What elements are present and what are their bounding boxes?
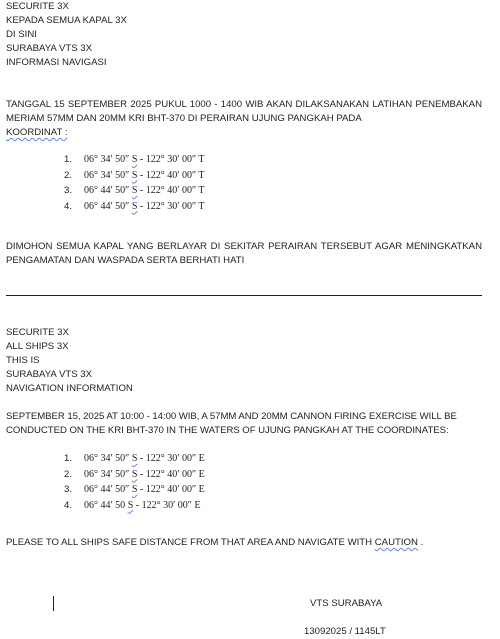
id-body-tail: KOORDINAT : [6, 127, 68, 138]
en-body-paragraph: SEPTEMBER 15, 2025 AT 10:00 - 14:00 WIB, A 57MM AND 20MM CANNON FIRING EXERCISE WILL BE CONDUCTED ON THE KRI BHT-370 IN THE WATERS OF UJUNG PANGKAH AT THE COORDINATES: [6, 411, 457, 436]
id-header-line: SURABAYA VTS 3X [6, 43, 93, 54]
coordinate-item: 3. 06° 44′ 50″ S - 122° 40′ 00″ E [64, 484, 205, 495]
id-header-line: SECURITE 3X [6, 1, 69, 12]
signature-reference: 13092025 / 1145LT [304, 626, 386, 637]
id-header-line: DI SINI [6, 29, 37, 40]
en-header [6, 326, 484, 396]
en-header-line: THIS IS [6, 355, 40, 366]
coordinate-item: 1. 06° 34′ 50″ S - 122° 30′ 00″ T [64, 154, 205, 165]
coordinate-item: 2. 06° 34′ 50″ S - 122° 40′ 00″ E [64, 468, 205, 480]
english-section [6, 326, 484, 550]
en-header-line: ALL SHIPS 3X [6, 341, 69, 352]
coordinate-item: 3. 06° 44′ 50″ S - 122° 40′ 00″ T [64, 185, 205, 196]
text-cursor [53, 596, 54, 611]
signature-station: VTS SURABAYA [310, 598, 383, 609]
coordinate-item: 2. 06° 34′ 50″ S - 122° 40′ 00″ T [64, 169, 205, 181]
en-coordinate-list [6, 451, 484, 513]
section-divider [6, 295, 482, 296]
id-header-line: INFORMASI NAVIGASI [6, 57, 107, 68]
id-header [6, 0, 484, 70]
en-closing-paragraph: PLEASE TO ALL SHIPS SAFE DISTANCE FROM THAT AREA AND NAVIGATE WITH CAUTION . [6, 537, 424, 548]
coordinate-item: 4. 06° 44′ 50″ S - 122° 30′ 00″ T [64, 200, 205, 212]
document-body [6, 0, 484, 268]
en-header-line: SECURITE 3X [6, 327, 69, 338]
en-header-line: NAVIGATION INFORMATION [6, 383, 133, 394]
id-header-line: KEPADA SEMUA KAPAL 3X [6, 15, 127, 26]
coordinate-item: 4. 06° 44′ 50 S - 122° 30′ 00″ E [64, 499, 201, 511]
id-coordinate-list [6, 152, 484, 214]
id-body-paragraph [6, 98, 482, 140]
coordinate-item: 1. 06° 34′ 50″ S - 122° 30′ 00″ E [64, 453, 205, 464]
id-closing-paragraph: DIMOHON SEMUA KAPAL YANG BERLAYAR DI SEKITAR PERAIRAN TERSEBUT AGAR MENINGKATKAN PENGAMATAN DAN WASPADA SERTA BERHATI HATI [6, 241, 482, 266]
spellcheck-word: CAUTION [374, 537, 418, 548]
id-body-text: TANGGAL 15 SEPTEMBER 2025 PUKUL 1000 - 1400 WIB AKAN DILAKSANAKAN LATIHAN PENEMBAKAN MERIAM 57MM DAN 20MM KRI BHT-370 DI PERAIRAN UJUNG PANGKAH PADA [6, 99, 482, 124]
en-header-line: SURABAYA VTS 3X [6, 369, 93, 380]
